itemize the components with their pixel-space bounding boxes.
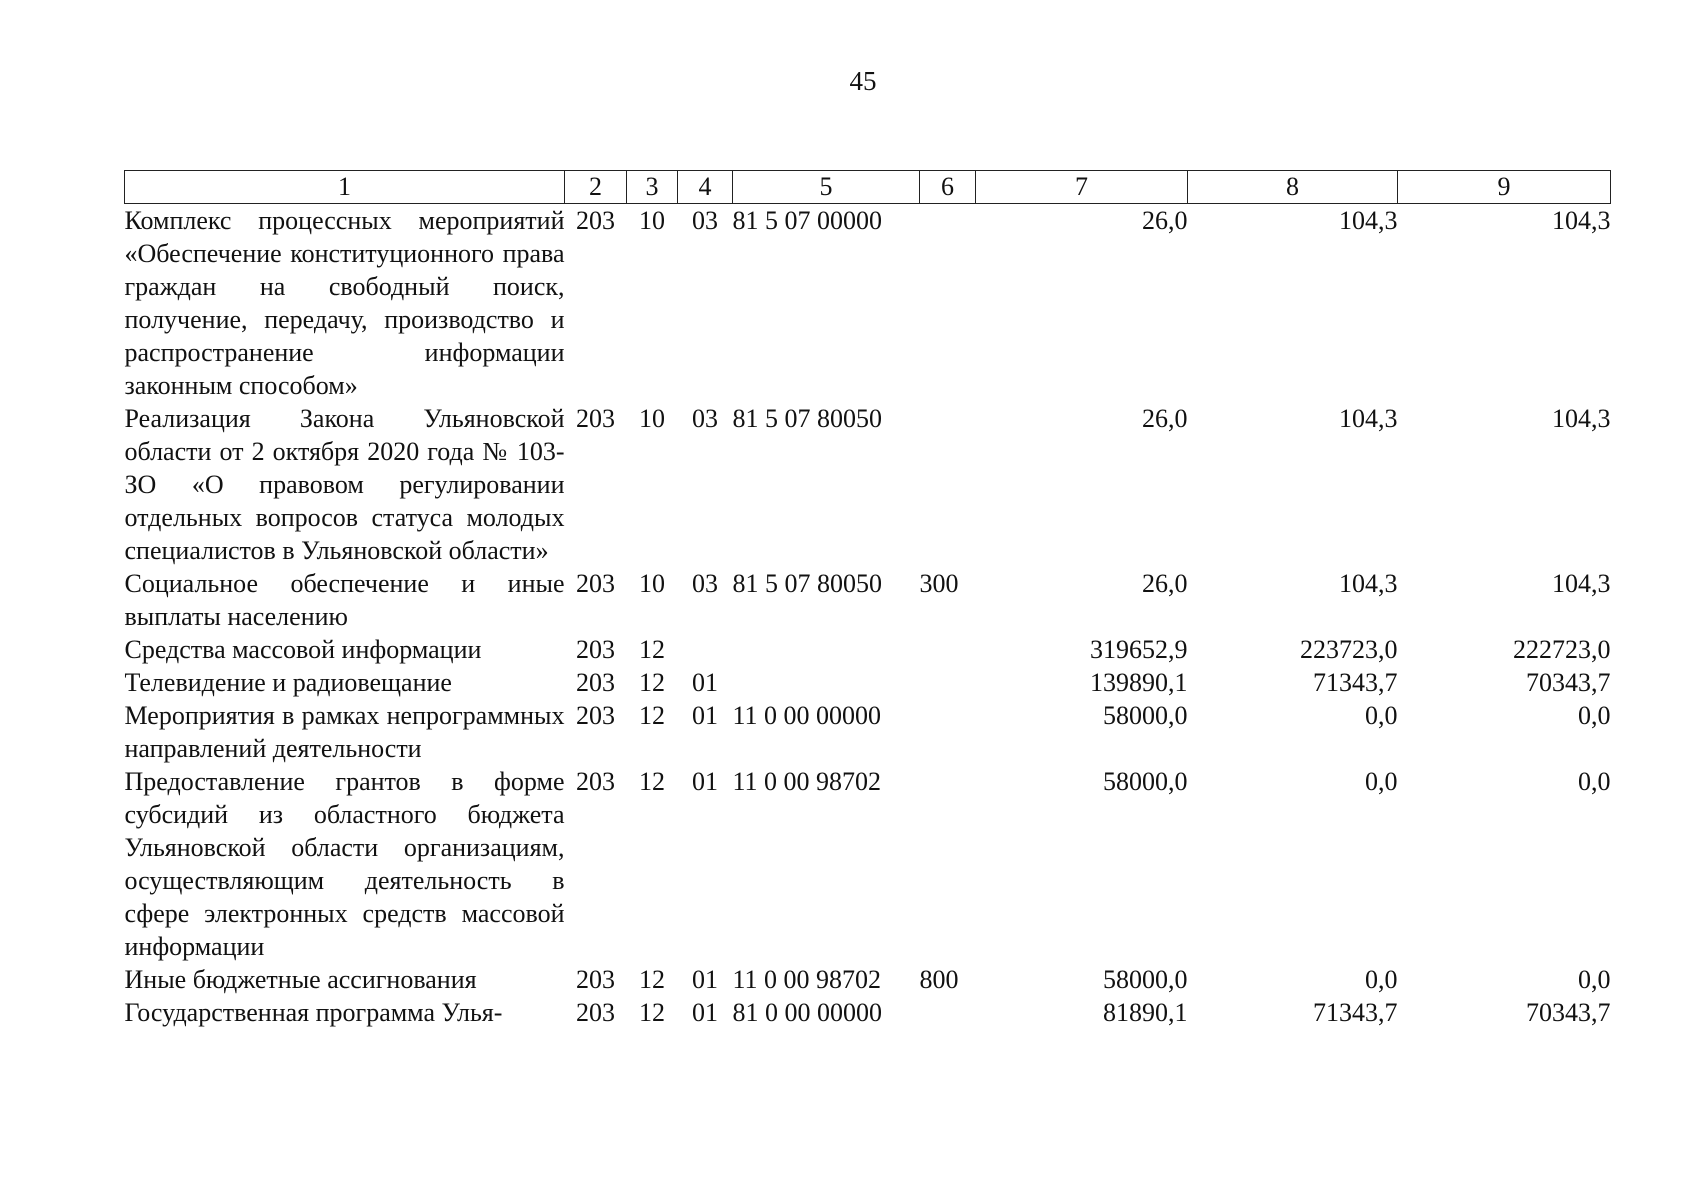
cell-amount-col8: 71343,7 [1313,668,1398,697]
cell-section-code: 12 [639,668,665,697]
cell-target-article [733,666,920,699]
cell-amount-col8: 0,0 [1365,701,1398,730]
cell-expense-type [920,666,976,699]
cell-amount-col7: 58000,0 [1103,965,1188,994]
cell-amount-col9: 0,0 [1578,767,1611,796]
cell-amount-col7: 26,0 [1142,206,1188,235]
row-description: Предоставление грантов в форме субсидий из областного бюджета Ульяновской области организациям, осуществляющим деятельность в сфере электронных средств массовой информации [124,767,565,961]
cell-amount-col8: 104,3 [1339,569,1398,598]
row-description: Иные бюджетные ассигнования [124,965,477,994]
cell-ministry-code: 203 [576,404,615,433]
budget-table [124,170,1611,1029]
cell-section-code: 10 [639,569,665,598]
table-header-row [125,171,1611,204]
cell-amount-col7: 26,0 [1142,404,1188,433]
cell-subsection-code: 01 [692,965,718,994]
column-header-3: 3 [627,171,678,204]
page-number: 45 [849,66,877,96]
cell-section-code: 10 [639,404,665,433]
cell-expense-type [920,699,976,765]
column-header-2: 2 [565,171,627,204]
column-header-1: 1 [125,171,565,204]
cell-subsection-code: 03 [692,569,718,598]
cell-amount-col9: 0,0 [1578,701,1611,730]
cell-amount-col9: 104,3 [1552,404,1611,433]
cell-section-code: 10 [639,206,665,235]
cell-expense-type [920,996,976,1029]
cell-subsection-code [678,633,733,666]
cell-amount-col9: 70343,7 [1526,668,1611,697]
cell-amount-col8: 223723,0 [1300,635,1398,664]
cell-ministry-code: 203 [576,965,615,994]
cell-ministry-code: 203 [576,668,615,697]
cell-section-code: 12 [639,767,665,796]
row-description: Комплекс процессных мероприятий «Обеспечение конституционного права граждан на свободный поиск, получение, передачу, производство и распространение информации законным способом» [124,206,565,400]
cell-amount-col9: 104,3 [1552,206,1611,235]
cell-subsection-code: 03 [692,206,718,235]
cell-target-article: 81 5 07 80050 [732,569,882,598]
cell-section-code: 12 [639,701,665,730]
cell-amount-col8: 71343,7 [1313,998,1398,1027]
cell-amount-col9: 0,0 [1578,965,1611,994]
cell-target-article: 11 0 00 98702 [732,965,882,994]
table-row [125,204,1611,403]
row-description: Телевидение и радиовещание [124,668,452,697]
cell-target-article: 11 0 00 00000 [732,701,882,730]
cell-amount-col7: 81890,1 [1103,998,1188,1027]
cell-expense-type: 300 [919,569,959,598]
cell-amount-col8: 104,3 [1339,404,1398,433]
cell-amount-col7: 319652,9 [1090,635,1188,664]
column-header-4: 4 [678,171,733,204]
column-header-5: 5 [733,171,920,204]
column-header-9: 9 [1398,171,1611,204]
table-row [125,567,1611,633]
cell-target-article: 81 0 00 00000 [732,998,882,1027]
cell-expense-type [920,204,976,403]
cell-section-code: 12 [639,965,665,994]
column-header-7: 7 [976,171,1188,204]
cell-expense-type: 800 [919,965,959,994]
table-row [125,765,1611,963]
cell-ministry-code: 203 [576,635,615,664]
row-description: Средства массовой информации [124,635,482,664]
cell-expense-type [920,402,976,567]
cell-target-article [733,633,920,666]
cell-amount-col8: 0,0 [1365,965,1398,994]
cell-subsection-code: 01 [692,701,718,730]
row-description: Реализация Закона Ульяновской области от 2 октября 2020 года № 103-ЗО «О правовом регулировании отдельных вопросов статуса молодых специалистов в Ульяновской области» [124,404,565,565]
cell-section-code: 12 [639,998,665,1027]
cell-subsection-code: 01 [692,767,718,796]
cell-amount-col7: 26,0 [1142,569,1188,598]
cell-ministry-code: 203 [576,767,615,796]
row-description: Мероприятия в рамках непрограммных направлений деятельности [124,701,565,763]
table-body [125,204,1611,1030]
cell-amount-col7: 139890,1 [1090,668,1188,697]
table-row [125,996,1611,1029]
cell-ministry-code: 203 [576,998,615,1027]
cell-amount-col8: 104,3 [1339,206,1398,235]
cell-subsection-code: 03 [692,404,718,433]
cell-subsection-code: 01 [692,668,718,697]
cell-target-article: 81 5 07 00000 [732,206,882,235]
column-header-8: 8 [1188,171,1398,204]
table-row [125,666,1611,699]
table-row [125,699,1611,765]
cell-amount-col7: 58000,0 [1103,701,1188,730]
cell-amount-col9: 70343,7 [1526,998,1611,1027]
cell-amount-col8: 0,0 [1365,767,1398,796]
cell-amount-col7: 58000,0 [1103,767,1188,796]
cell-amount-col9: 222723,0 [1513,635,1611,664]
cell-subsection-code: 01 [692,998,718,1027]
cell-expense-type [920,633,976,666]
cell-target-article: 81 5 07 80050 [732,404,882,433]
cell-ministry-code: 203 [576,701,615,730]
cell-section-code: 12 [639,635,665,664]
row-description: Социальное обеспечение и иные выплаты населению [124,569,565,631]
table-row [125,633,1611,666]
cell-expense-type [920,765,976,963]
cell-amount-col9: 104,3 [1552,569,1611,598]
cell-ministry-code: 203 [576,569,615,598]
table-row [125,963,1611,996]
cell-ministry-code: 203 [576,206,615,235]
cell-target-article: 11 0 00 98702 [732,767,882,796]
row-description: Государственная программа Улья- [124,998,503,1027]
column-header-6: 6 [920,171,976,204]
table-row [125,402,1611,567]
